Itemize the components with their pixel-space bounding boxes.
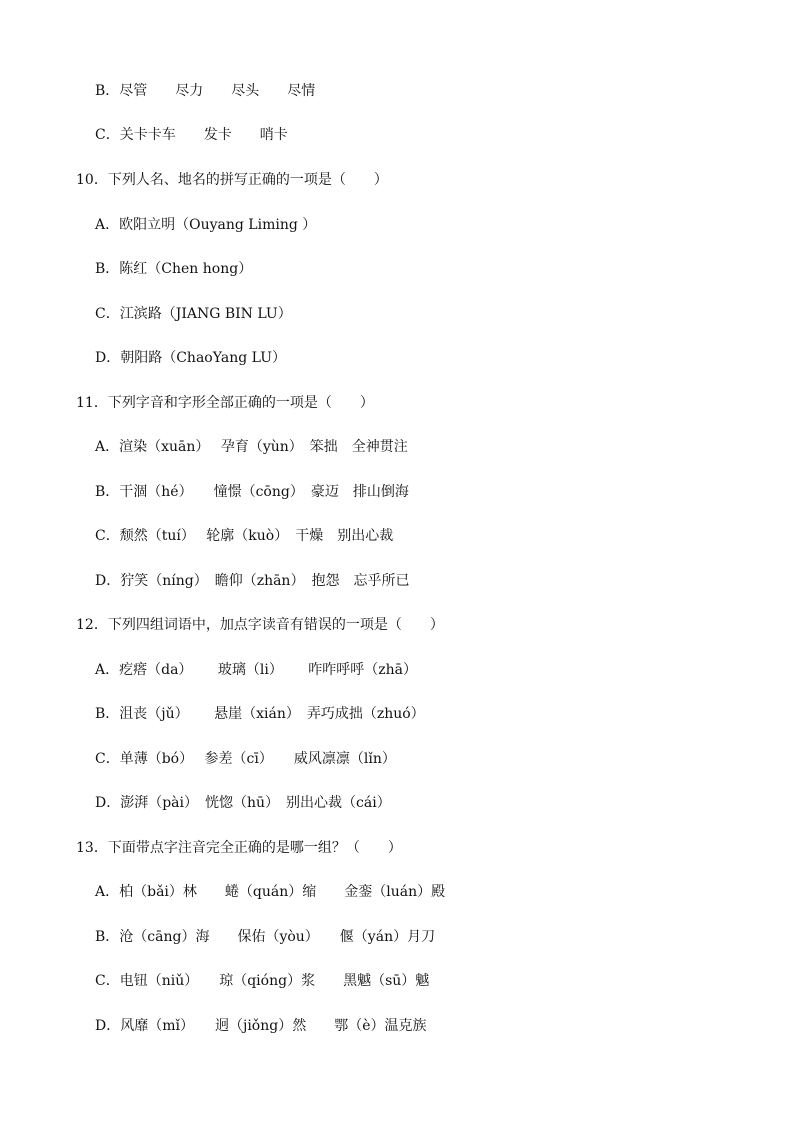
option-9b: B．尽管 尽力 尽头 尽情 xyxy=(95,83,316,99)
option-12d: D．澎湃（pài） 恍惚（hū） 别出心裁（cái） xyxy=(95,795,391,811)
option-10d: D．朝阳路（ChaoYang LU） xyxy=(95,350,286,366)
question-11: 11．下列字音和字形全部正确的一项是（ ） xyxy=(76,395,374,411)
option-12c: C．单薄（bó） 参差（cī） 威风凛凛（lǐn） xyxy=(95,751,396,767)
option-10c: C．江滨路（JIANG BIN LU） xyxy=(95,306,292,322)
question-13: 13．下面带点字注音完全正确的是哪一组？（ ） xyxy=(76,840,402,856)
option-10a: A．欧阳立明（Ouyang Liming ） xyxy=(95,217,317,233)
option-11c: C．颓然（tuí） 轮廓（kuò） 干燥 别出心裁 xyxy=(95,528,394,544)
question-10: 10．下列人名、地名的拼写正确的一项是（ ） xyxy=(76,172,388,188)
option-13d: D．风靡（mǐ） 迥（jiǒng）然 鄂（è）温克族 xyxy=(95,1018,427,1034)
option-9c: C．关卡卡车 发卡 哨卡 xyxy=(95,127,288,143)
question-12: 12．下列四组词语中，加点字读音有错误的一项是（ ） xyxy=(76,617,444,633)
option-10b: B．陈红（Chen hong） xyxy=(95,261,253,277)
option-12a: A．疙瘩（da） 玻璃（li） 咋咋呼呼（zhā） xyxy=(95,662,418,678)
option-13a: A．柏（bǎi）林 蜷（quán）缩 金銮（luán）殿 xyxy=(95,884,446,900)
option-12b: B．沮丧（jǔ） 悬崖（xián） 弄巧成拙（zhuó） xyxy=(95,706,425,722)
option-11b: B．干涸（hé） 憧憬（cōng） 豪迈 排山倒海 xyxy=(95,484,409,500)
option-13b: B．沧（cāng）海 保佑（yòu） 偃（yán）月刀 xyxy=(95,929,436,945)
option-11d: D．狞笑（níng） 瞻仰（zhān） 抱怨 忘乎所已 xyxy=(95,573,410,589)
option-13c: C．电钮（niǔ） 琼（qióng）浆 黑魆（sū）魆 xyxy=(95,973,430,989)
option-11a: A．渲染（xuān） 孕育（yùn） 笨拙 全神贯注 xyxy=(95,439,408,455)
